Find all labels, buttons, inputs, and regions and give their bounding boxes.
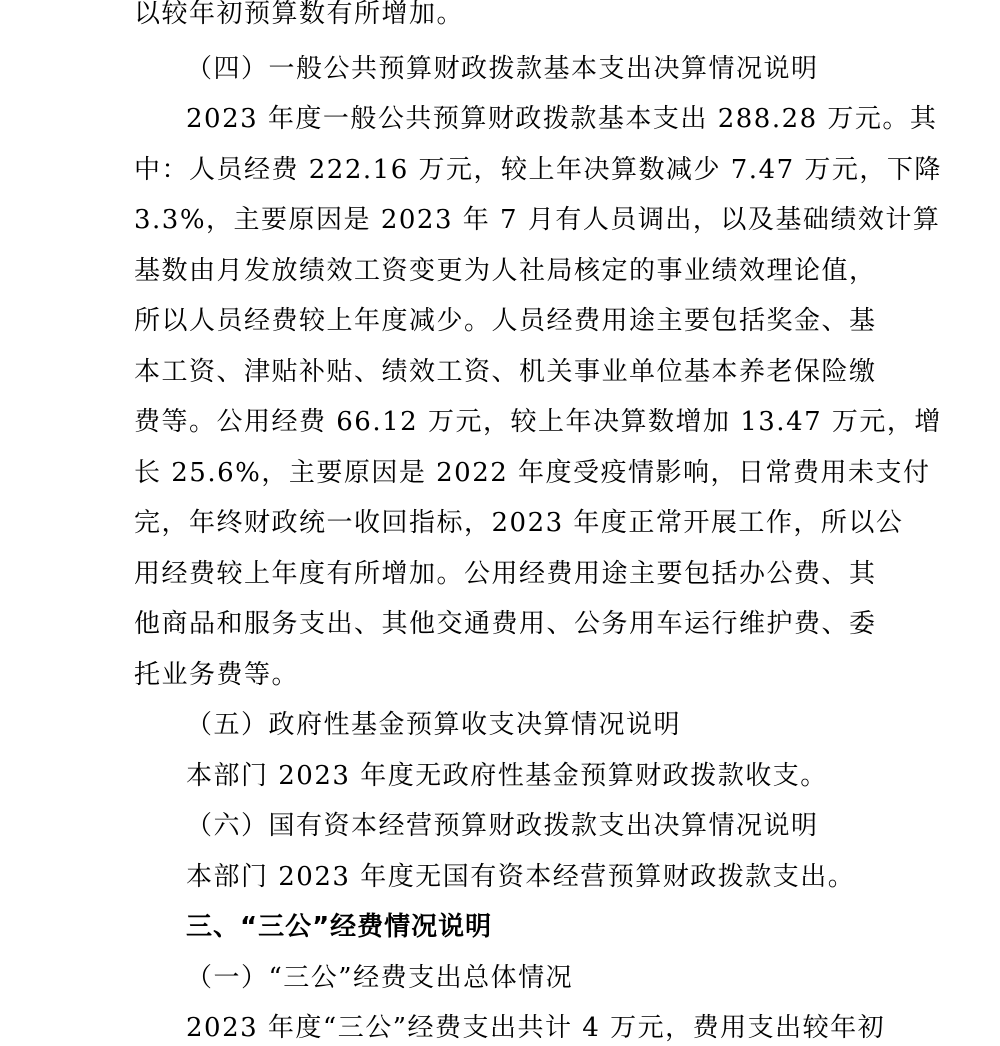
chapter-heading-3: 三、“三公”经费情况说明 xyxy=(186,912,493,942)
paragraph-line: 用经费较上年度有所增加。公用经费用途主要包括办公费、其 xyxy=(134,559,877,589)
section-heading-1: （一）“三公”经费支出总体情况 xyxy=(186,963,574,993)
paragraph-line: 基数由月发放绩效工资变更为人社局核定的事业绩效理论值， xyxy=(134,256,877,286)
paragraph-line: 2023 年度一般公共预算财政拨款基本支出 288.28 万元。其 xyxy=(186,104,938,134)
paragraph-line: 托业务费等。 xyxy=(134,660,300,690)
section-heading-6: （六）国有资本经营预算财政拨款支出决算情况说明 xyxy=(186,811,819,841)
paragraph-line: 2023 年度“三公”经费支出共计 4 万元，费用支出较年初 xyxy=(186,1013,886,1043)
paragraph-line: 中：人员经费 222.16 万元，较上年决算数减少 7.47 万元，下降 xyxy=(134,155,942,185)
paragraph-line: 本部门 2023 年度无国有资本经营预算财政拨款支出。 xyxy=(186,862,856,892)
paragraph-line: 所以人员经费较上年度减少。人员经费用途主要包括奖金、基 xyxy=(134,306,877,336)
section-heading-4: （四）一般公共预算财政拨款基本支出决算情况说明 xyxy=(186,54,819,84)
paragraph-line: 长 25.6%，主要原因是 2022 年度受疫情影响，日常费用未支付 xyxy=(134,458,931,488)
paragraph-line: 3.3%，主要原因是 2023 年 7 月有人员调出，以及基础绩效计算 xyxy=(134,205,941,235)
paragraph-line: 本工资、津贴补贴、绩效工资、机关事业单位基本养老保险缴 xyxy=(134,357,877,387)
paragraph-line: 费等。公用经费 66.12 万元，较上年决算数增加 13.47 万元，增 xyxy=(134,407,942,437)
paragraph-line: 完，年终财政统一收回指标，2023 年度正常开展工作，所以公 xyxy=(134,508,904,538)
paragraph-line: 本部门 2023 年度无政府性基金预算财政拨款收支。 xyxy=(186,761,828,791)
section-heading-5: （五）政府性基金预算收支决算情况说明 xyxy=(186,710,682,740)
paragraph-line: 以较年初预算数有所增加。 xyxy=(134,0,465,29)
paragraph-line: 他商品和服务支出、其他交通费用、公务用车运行维护费、委 xyxy=(134,609,877,639)
